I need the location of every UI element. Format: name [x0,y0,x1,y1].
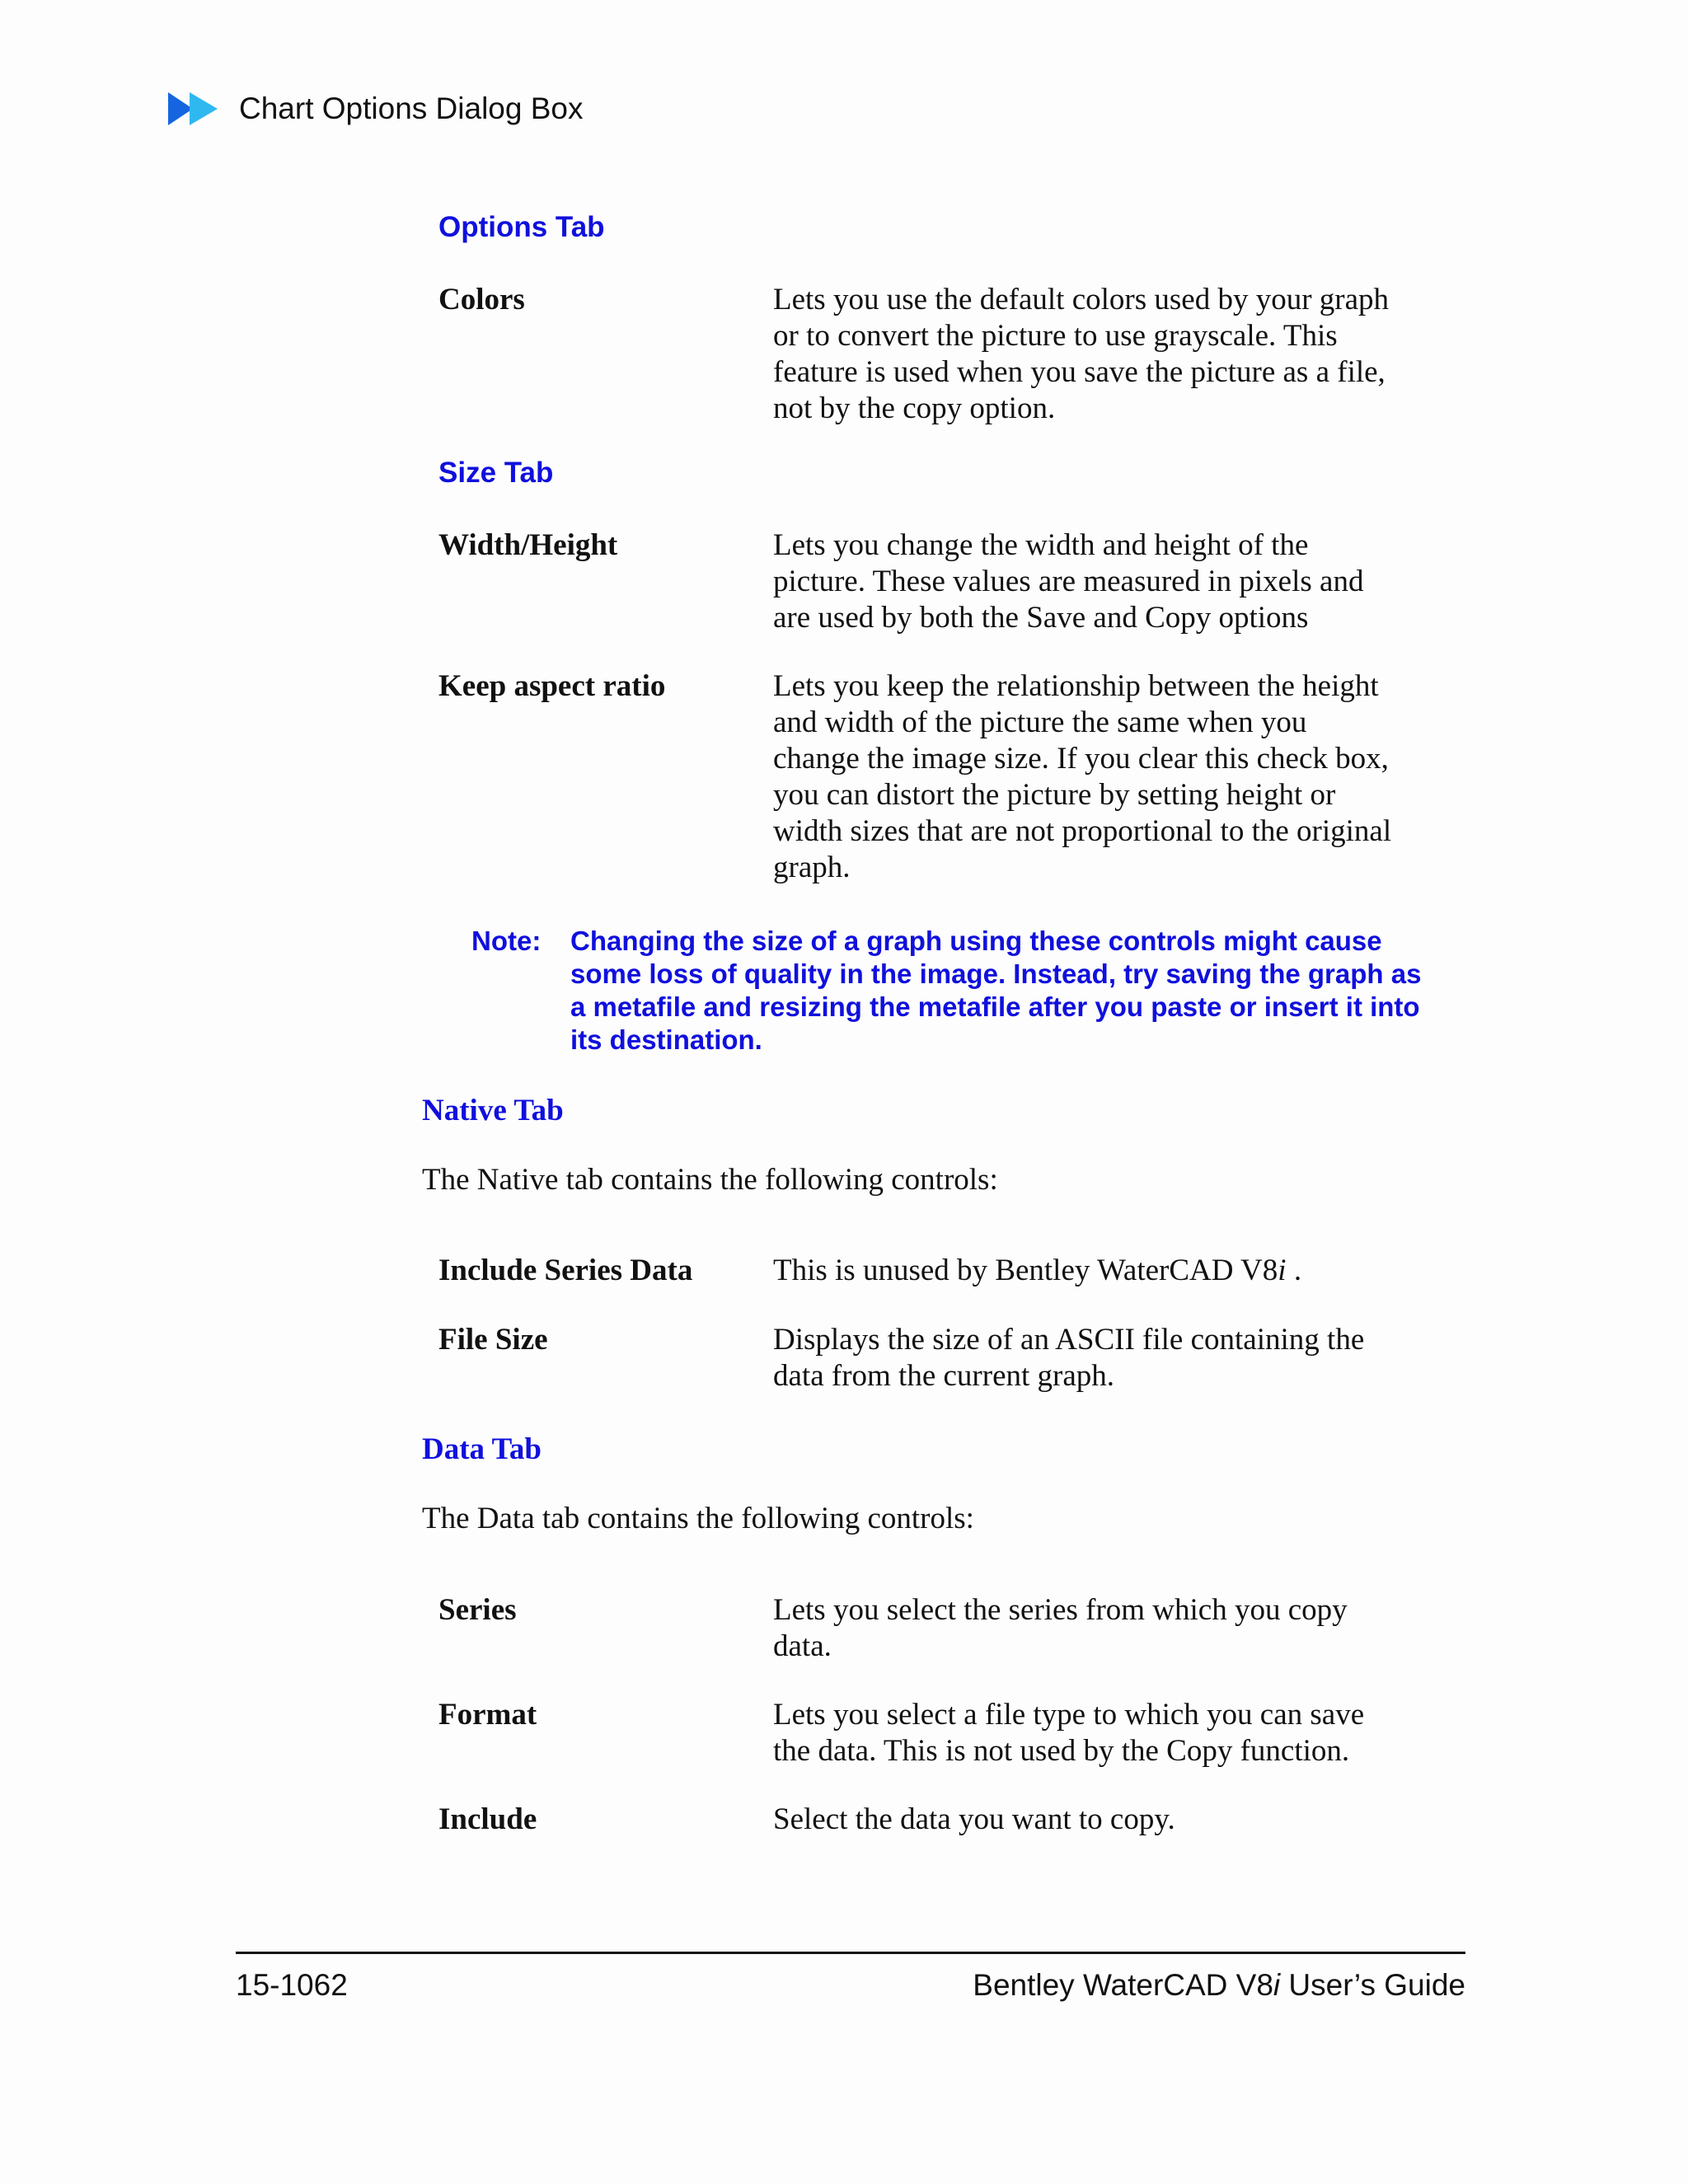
desc-format: Lets you select a file type to which you can save the data. This is not used by the Copy function. [773,1698,1365,1768]
double-arrow-icon [168,89,223,129]
page-number: 15-1062 [236,1968,348,2002]
native-tab-intro: The Native tab contains the following controls: [422,1163,998,1197]
term-keep-aspect-ratio: Keep aspect ratio [438,669,666,703]
desc-width-height: Lets you change the width and height of the picture. These values are measured in pixels and are used by both the Save and Copy options [773,528,1364,635]
desc-series: Lets you select the series from which you copy data. [773,1593,1348,1663]
term-format: Format [438,1698,537,1732]
guide-title [973,1968,1465,2003]
data-tab-intro: The Data tab contains the following controls: [422,1502,974,1535]
term-include-series-data: Include Series Data [438,1254,693,1287]
header-title: Chart Options Dialog Box [239,91,584,125]
desc-colors: Lets you use the default colors used by your graph or to convert the picture to use grayscale. This feature is used when you save the picture as a file, not by the copy option. [773,283,1390,425]
desc-file-size: Displays the size of an ASCII file containing the data from the current graph. [773,1323,1365,1393]
desc-italic-text: i [1278,1254,1287,1287]
size-tab-heading: Size Tab [438,457,554,489]
data-tab-heading: Data Tab [422,1432,542,1466]
note-text: Changing the size of a graph using these controls might cause some loss of quality in the image. Instead, try saving the graph as a metafile and resizing the metafile after you paste or insert it into its destination. [570,926,1422,1055]
desc-text: . [1286,1254,1302,1287]
footer-divider [236,1952,1465,1954]
options-tab-heading: Options Tab [438,211,605,243]
desc-keep-aspect-ratio: Lets you keep the relationship between the height and width of the picture the same when you change the image size. If you clear this check box, you can distort the picture by setting height or width sizes that are not proportional to the original graph. [773,669,1392,884]
guide-title-text: Bentley WaterCAD V8 [973,1968,1273,2002]
desc-text: This is unused by Bentley WaterCAD V8 [773,1254,1278,1287]
term-width-height: Width/Height [438,528,618,562]
native-tab-heading: Native Tab [422,1094,564,1127]
desc-include-series-data [773,1253,1400,1289]
term-colors: Colors [438,283,525,316]
term-file-size: File Size [438,1323,548,1357]
term-include: Include [438,1802,537,1836]
page-header [168,86,583,132]
guide-title-text: User’s Guide [1280,1968,1465,2002]
term-series: Series [438,1593,517,1627]
guide-title-italic: i [1273,1968,1281,2002]
desc-include: Select the data you want to copy. [773,1802,1175,1836]
note-label: Note: [471,926,542,956]
